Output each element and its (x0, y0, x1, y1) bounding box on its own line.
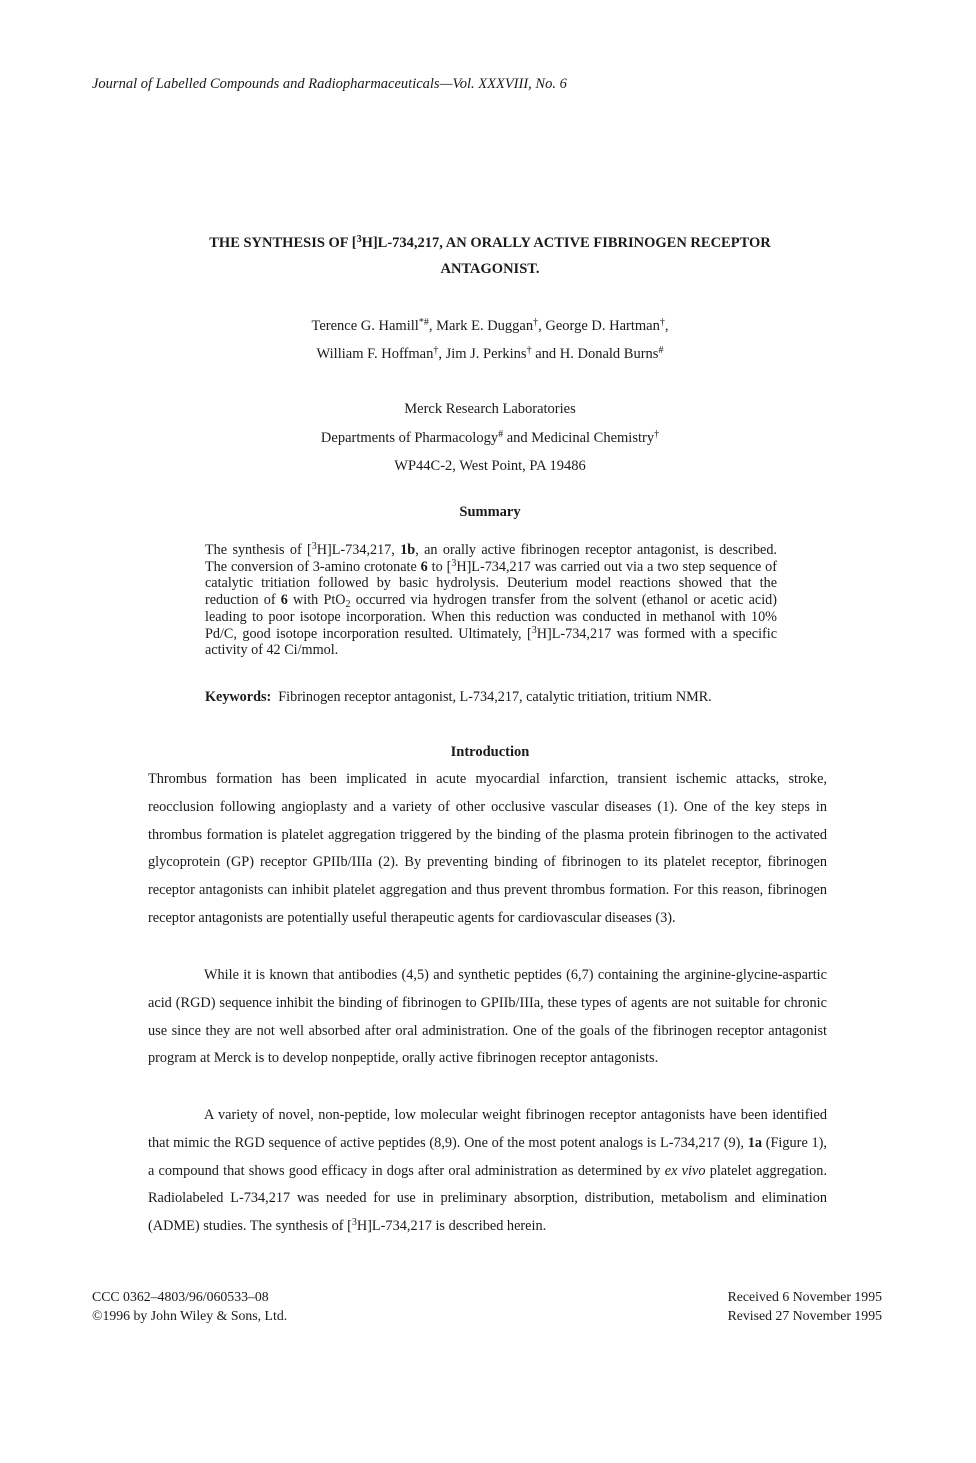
introduction-heading: Introduction (450, 744, 530, 760)
footer-revised-date: Revised 27 November 1995 (727, 1308, 882, 1323)
author-name: George D. Hartman (545, 318, 660, 334)
introduction-paragraph-1: Thrombus formation has been implicated in acute myocardial infarction, transient ischemic attacks, stroke, reocclusion following angioplasty and a variety of other occlusive vascular diseases (1). One of the key steps in thrombus formation is platelet aggregation triggered by the binding of the plasma protein fibrinogen to the activated glycoprotein (GP) receptor GPIIb/IIIa (2). By preventing binding of fibrinogen to its platelet receptor, fibrinogen receptor antagonists can inhibit platelet aggregation and thus prevent thrombus formation. For this reason, fibrinogen receptor antagonists are potentially useful therapeutic agents for cardiovascular diseases (3). (148, 771, 827, 926)
footer-received-date: Received 6 November 1995 (727, 1289, 882, 1304)
author-name: Mark E. Duggan (436, 318, 534, 334)
summary-text: The synthesis of [$^3$H]L-734,217, 1b, an orally active fibrinogen receptor antagonist, is described. The conversion of 3-amino crotonate 6 to [$^3$H]L-734,217 was carried out via a two step sequence of catalytic tritiation followed by basic hydrolysis. Deuterium model reactions showed that the reduction of 6 with PtO$_2$ occurred via hydrogen transfer from the solvent (ethanol or acetic acid) leading to poor isotope incorporation. When this reduction was conducted in methanol with 10% Pd/C, good isotope incorporation resulted. Ultimately, [$^3$H]L-734,217 was formed with a specific activity of 42 Ci/mmol. (205, 541, 778, 659)
keywords-label: Keywords: (205, 689, 272, 705)
article-title-line2: ANTAGONIST. (440, 261, 540, 277)
article-title-line1: THE SYNTHESIS OF [$^3$H]L-734,217, AN ORALLY ACTIVE FIBRINOGEN RECEPTOR (209, 234, 771, 251)
affiliation-address: WP44C-2, West Point, PA 19486 (394, 458, 586, 474)
footer-ccc-code: CCC 0362–4803/96/060533–08 (92, 1289, 269, 1304)
author-name: H. Donald Burns (559, 346, 659, 362)
introduction-paragraph-3: A variety of novel, non-peptide, low molecular weight fibrinogen receptor antagonists have been identified that mimic the RGD sequence of active peptides (8,9). One of the most potent analogs is L-734,217 (9), 1a (Figure 1), a compound that shows good efficacy in dogs after oral administration as determined by ex vivo platelet aggregation. Radiolabeled L-734,217 was needed for use in preliminary absorption, distribution, metabolism and elimination (ADME) studies. The synthesis of [$^3$H]L-734,217 is described herein. (148, 1107, 828, 1235)
author-line-2: William F. Hoffman†, Jim J. Perkins† and H. Donald Burns# (316, 345, 664, 362)
keywords-text: Fibrinogen receptor antagonist, L-734,217, catalytic tritiation, tritium NMR. (271, 689, 712, 705)
author-name: Terence G. Hamill (311, 318, 419, 334)
keywords (205, 689, 777, 706)
affiliation-departments: Departments of Pharmacology# and Medicinal Chemistry† (320, 429, 660, 446)
footer-copyright: ©1996 by John Wiley & Sons, Ltd. (92, 1308, 288, 1323)
author-name: William F. Hoffman (316, 346, 434, 362)
author-name: Jim J. Perkins (445, 346, 527, 362)
introduction-paragraph-2: While it is known that antibodies (4,5) and synthetic peptides (6,7) containing the arginine-glycine-aspartic acid (RGD) sequence inhibit the binding of fibrinogen to GPIIb/IIIa, these types of agents are not suitable for chronic use since they are not well absorbed after oral administration. One of the goals of the fibrinogen receptor antagonist program at Merck is to develop nonpeptide, orally active fibrinogen receptor antagonists. (148, 967, 827, 1067)
summary-heading: Summary (459, 504, 521, 520)
author-line-1: Terence G. Hamill*#, Mark E. Duggan†, George D. Hartman†, (311, 317, 669, 334)
journal-header: Journal of Labelled Compounds and Radiopharmaceuticals—Vol. XXXVIII, No. 6 (92, 76, 567, 92)
affiliation-institution: Merck Research Laboratories (404, 401, 576, 417)
